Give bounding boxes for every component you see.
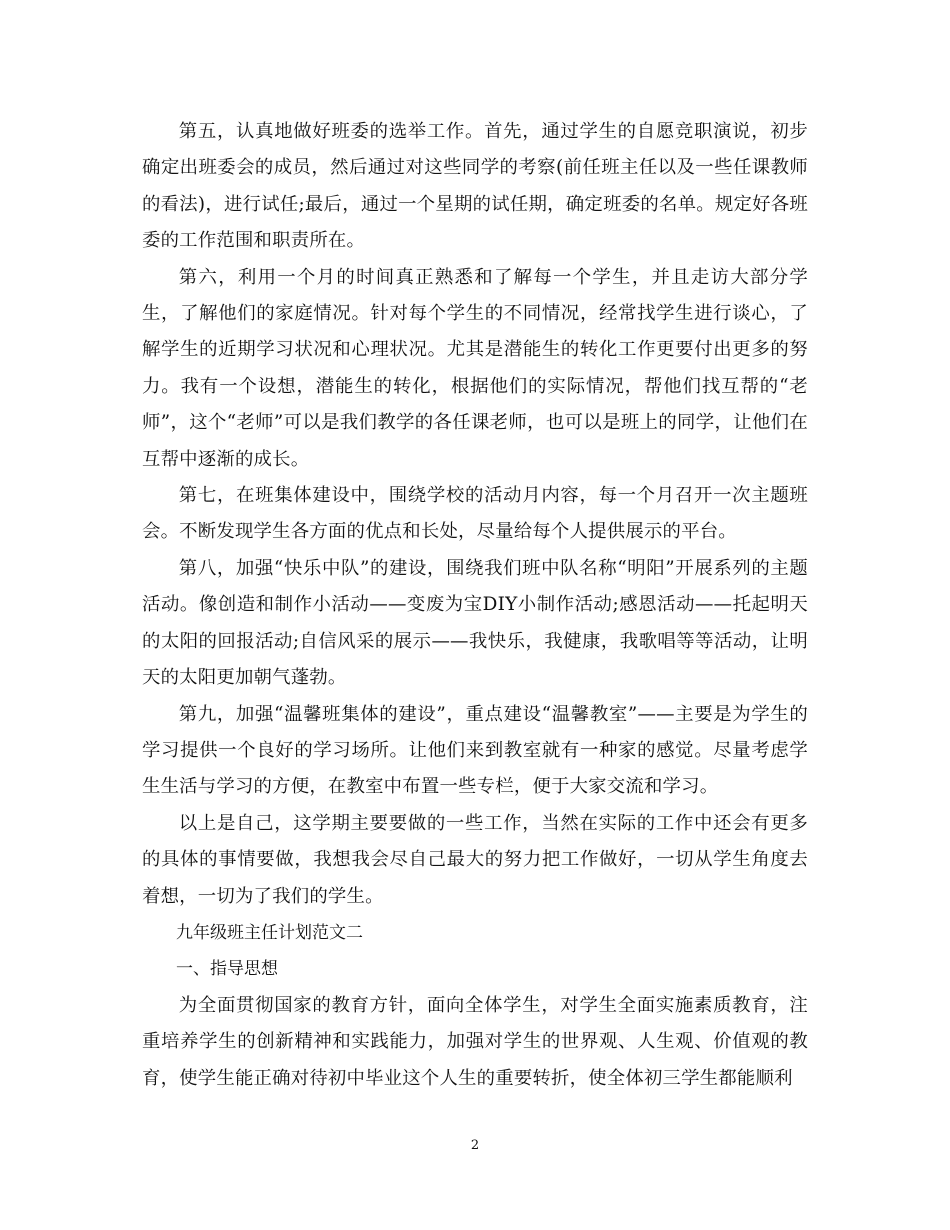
paragraph-item-6: 第六，利用一个月的时间真正熟悉和了解每一个学生，并且走访大部分学生，了解他们的家庭情况。针对每个学生的不同情况，经常找学生进行谈心，了解学生的近期学习状况和心理状况。尤其是潜能生的转化工作更要付出更多的努力。我有一个设想，潜能生的转化，根据他们的实际情况，帮他们找互帮的“老师”，这个“老师”可以是我们教学的各任课老师，也可以是班上的同学，让他们在互帮中逐渐的成长。 [142, 266, 808, 470]
document-body [142, 114, 808, 1097]
closing-paragraph: 为全面贯彻国家的教育方针，面向全体学生，对学生全面实施素质教育，注重培养学生的创新精神和实践能力，加强对学生的世界观、人生观、价值观的教育，使学生能正确对待初中毕业这个人生的重要转折，使全体初三学生都能顺利 [142, 994, 808, 1089]
summary-paragraph: 以上是自己，这学期主要要做的一些工作，当然在实际的工作中还会有更多的具体的事情要做，我想我会尽自己最大的努力把工作做好，一切从学生角度去着想，一切为了我们的学生。 [142, 812, 808, 907]
page-number: 2 [470, 1138, 480, 1153]
paragraph-item-9: 第九，加强“温馨班集体的建设”，重点建设“温馨教室”——主要是为学生的学习提供一个良好的学习场所。让他们来到教室就有一种家的感觉。尽量考虑学生生活与学习的方便，在教室中布置一些专栏，便于大家交流和学习。 [142, 703, 808, 798]
paragraph-item-7: 第七，在班集体建设中，围绕学校的活动月内容，每一个月召开一次主题班会。不断发现学生各方面的优点和长处，尽量给每个人提供展示的平台。 [142, 485, 808, 543]
paragraph-item-5: 第五，认真地做好班委的选举工作。首先，通过学生的自愿竞职演说，初步确定出班委会的成员，然后通过对这些同学的考察(前任班主任以及一些任课教师的看法)，进行试任;最后，通过一个星期的试任期，确定班委的名单。规定好各班委的工作范围和职责所在。 [142, 121, 808, 252]
subheading-guiding-thought: 一、指导思想 [176, 959, 278, 980]
paragraph-item-8: 第八，加强“快乐中队”的建设，围绕我们班中队名称“明阳”开展系列的主题活动。像创造和制作小活动——变废为宝DIY小制作活动;感恩活动——托起明天的太阳的回报活动;自信风采的展示——我快乐，我健康，我歌唱等等活动，让明天的太阳更加朝气蓬勃。 [142, 557, 808, 689]
section-title: 九年级班主任计划范文二 [176, 922, 363, 943]
